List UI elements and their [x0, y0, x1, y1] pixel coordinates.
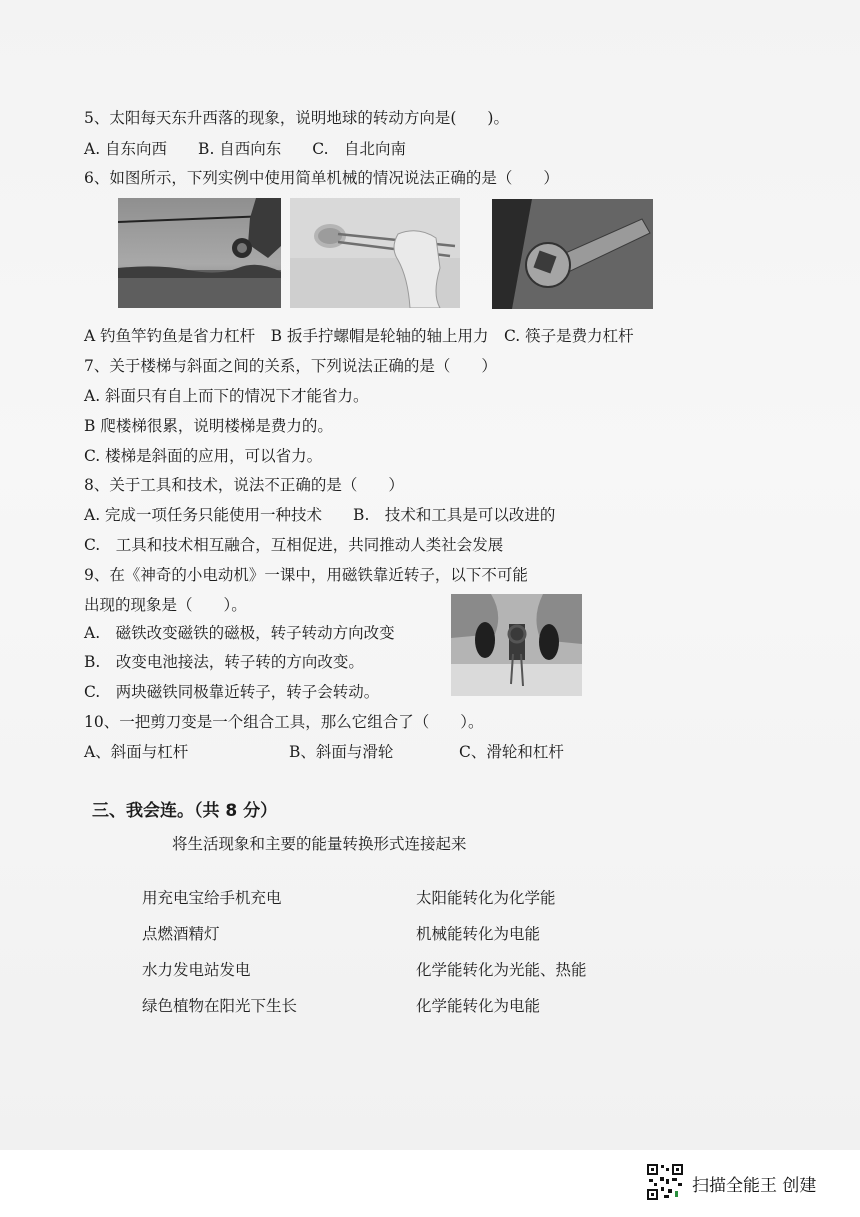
q5-options: A. 自东向西 B. 自西向东 C. 自北向南 [84, 140, 407, 158]
chopsticks-photo [290, 198, 460, 308]
qr-code-icon [646, 1163, 684, 1201]
energy-conversion-item: 化学能转化为电能 [416, 997, 541, 1015]
q10-stem: 10、一把剪刀变是一个组合工具，那么它组合了（ ）。 [84, 713, 484, 731]
energy-conversion-item: 太阳能转化为化学能 [416, 889, 556, 907]
q8-options-ab: A. 完成一项任务只能使用一种技术 B. 技术和工具是可以改进的 [84, 506, 556, 524]
q5-stem: 5、太阳每天东升西落的现象，说明地球的转动方向是( )。 [84, 109, 509, 127]
q6-stem: 6、如图所示，下列实例中使用简单机械的情况说法正确的是（ ） [84, 169, 559, 187]
q8-option-c: C. 工具和技术相互融合，互相促进，共同推动人类社会发展 [84, 536, 504, 554]
q9-option-c: C. 两块磁铁同极靠近转子，转子会转动。 [84, 683, 380, 701]
q10-option-a: A、斜面与杠杆 [84, 743, 189, 761]
q6-options: A 钓鱼竿钓鱼是省力杠杆 B 扳手拧螺帽是轮轴的轴上用力 C. 筷子是费力杠杆 [84, 327, 634, 345]
fishing-rod-photo [118, 198, 281, 308]
q9-option-b: B. 改变电池接法，转子转的方向改变。 [84, 653, 364, 671]
q8-stem: 8、关于工具和技术，说法不正确的是（ ） [84, 476, 404, 494]
phenomenon-item: 点燃酒精灯 [142, 925, 220, 943]
q7-option-a: A. 斜面只有自上而下的情况下才能省力。 [84, 387, 369, 405]
section3-heading: 三、我会连。（共 8 分） [92, 801, 278, 821]
q10-option-b: B、斜面与滑轮 [289, 743, 394, 761]
section3-instruction: 将生活现象和主要的能量转换形式连接起来 [172, 835, 467, 853]
q9-option-a: A. 磁铁改变磁铁的磁极，转子转动方向改变 [84, 624, 395, 642]
q9-stem-line1: 9、在《神奇的小电动机》一课中，用磁铁靠近转子，以下不可能 [84, 566, 528, 584]
wrench-photo [492, 199, 653, 309]
q7-option-c: C. 楼梯是斜面的应用，可以省力。 [84, 447, 323, 465]
phenomenon-item: 绿色植物在阳光下生长 [142, 997, 298, 1015]
energy-conversion-item: 机械能转化为电能 [416, 925, 541, 943]
energy-conversion-item: 化学能转化为光能、热能 [416, 961, 587, 979]
q9-stem-line2: 出现的现象是（ ）。 [84, 596, 247, 614]
q7-option-b: B 爬楼梯很累，说明楼梯是费力的。 [84, 417, 333, 435]
q10-option-c: C、滑轮和杠杆 [459, 743, 564, 761]
scanner-watermark: 扫描全能王 创建 [692, 1176, 817, 1196]
q7-stem: 7、关于楼梯与斜面之间的关系，下列说法正确的是（ ） [84, 357, 497, 375]
phenomenon-item: 水力发电站发电 [142, 961, 251, 979]
phenomenon-item: 用充电宝给手机充电 [142, 889, 282, 907]
motor-photo [451, 594, 582, 696]
